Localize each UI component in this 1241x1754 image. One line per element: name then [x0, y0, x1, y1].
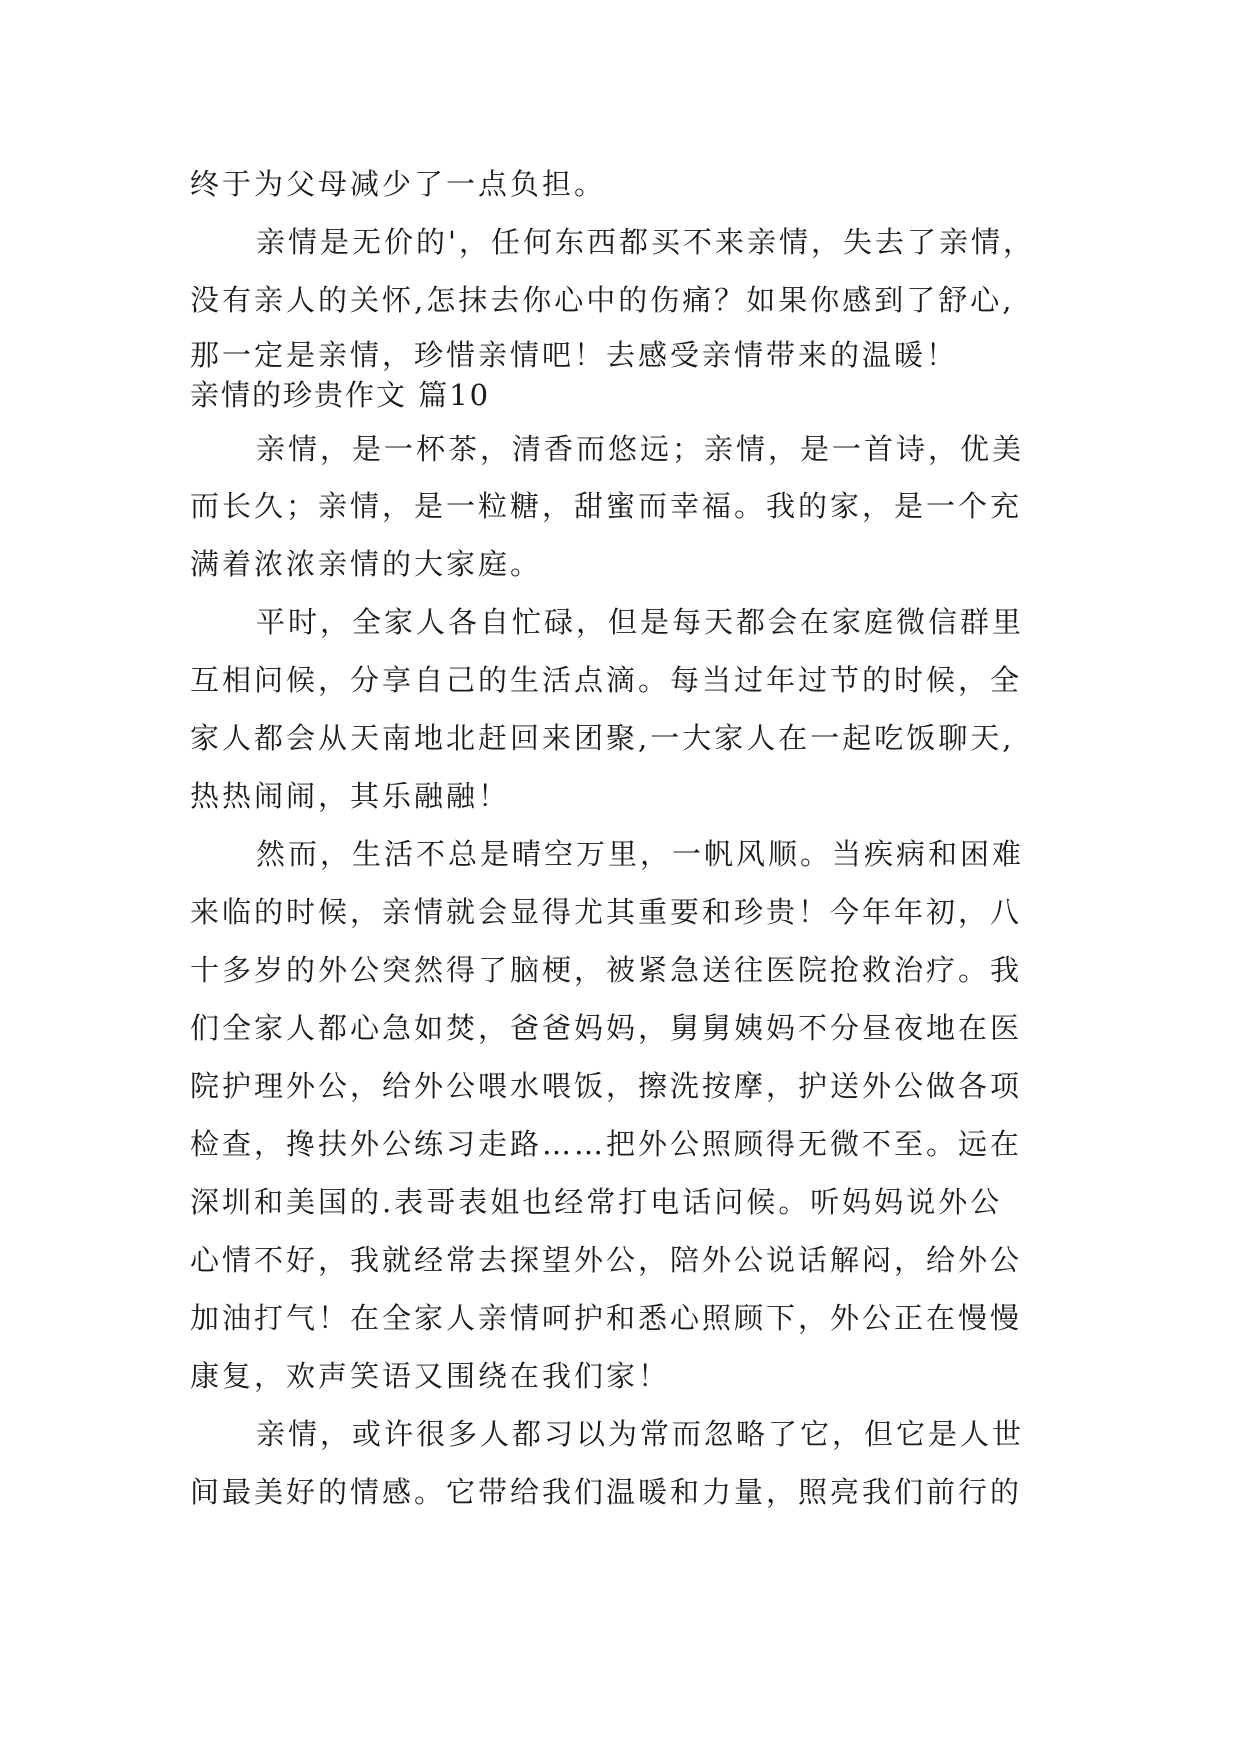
paragraph-start-line: 然而，生活不总是晴空万里，一帆风顺。当疾病和困难 [256, 837, 1025, 871]
text-line: 满着浓浓亲情的大家庭。 [190, 547, 543, 581]
paragraph-start-line: 亲情，或许很多人都习以为常而忽略了它，但它是人世 [256, 1417, 1025, 1451]
text-line: 没有亲人的关怀,怎抹去你心中的伤痛？如果你感到了舒心, [190, 283, 1015, 317]
text-line: 家人都会从天南地北赶回来团聚,一大家人在一起吃饭聊天, [190, 721, 1015, 755]
text-line: 深圳和美国的.表哥表姐也经常打电话问候。听妈妈说外公 [190, 1185, 1003, 1219]
section-heading: 亲情的珍贵作文 篇10 [190, 378, 491, 412]
text-line: 十多岁的外公突然得了脑梗，被紧急送往医院抢救治疗。我 [190, 953, 1023, 987]
text-line: 互相问候，分享自己的生活点滴。每当过年过节的时候，全 [190, 663, 1023, 697]
text-line: 院护理外公，给外公喂水喂饭，擦洗按摩，护送外公做各项 [190, 1069, 1023, 1103]
document-body [190, 155, 1090, 1521]
text-line: 间最美好的情感。它带给我们温暖和力量，照亮我们前行的 [190, 1475, 1023, 1509]
text-line: 心情不好，我就经常去探望外公，陪外公说话解闷，给外公 [190, 1243, 1023, 1277]
text-line: 来临的时候，亲情就会显得尤其重要和珍贵！今年年初，八 [190, 895, 1023, 929]
text-line: 加油打气！在全家人亲情呵护和悉心照顾下，外公正在慢慢 [190, 1301, 1023, 1335]
text-line: 检查，搀扶外公练习走路……把外公照顾得无微不至。远在 [190, 1127, 1023, 1161]
text-line: 热热闹闹，其乐融融！ [190, 779, 511, 813]
text-line: 们全家人都心急如焚，爸爸妈妈，舅舅姨妈不分昼夜地在医 [190, 1011, 1023, 1045]
text-line: 那一定是亲情，珍惜亲情吧！去感受亲情带来的温暖！ [190, 338, 959, 372]
paragraph-start-line: 亲情，是一杯茶，清香而悠远；亲情，是一首诗，优美 [256, 432, 1025, 466]
text-line: 终于为父母减少了一点负担。 [190, 167, 607, 201]
text-line: 而长久；亲情，是一粒糖，甜蜜而幸福。我的家，是一个充 [190, 489, 1023, 523]
paragraph-start-line: 平时，全家人各自忙碌，但是每天都会在家庭微信群里 [256, 605, 1025, 639]
paragraph-start-line: 亲情是无价的'，任何东西都买不来亲情，失去了亲情， [256, 225, 1035, 259]
text-line: 康复，欢声笑语又围绕在我们家！ [190, 1359, 671, 1393]
